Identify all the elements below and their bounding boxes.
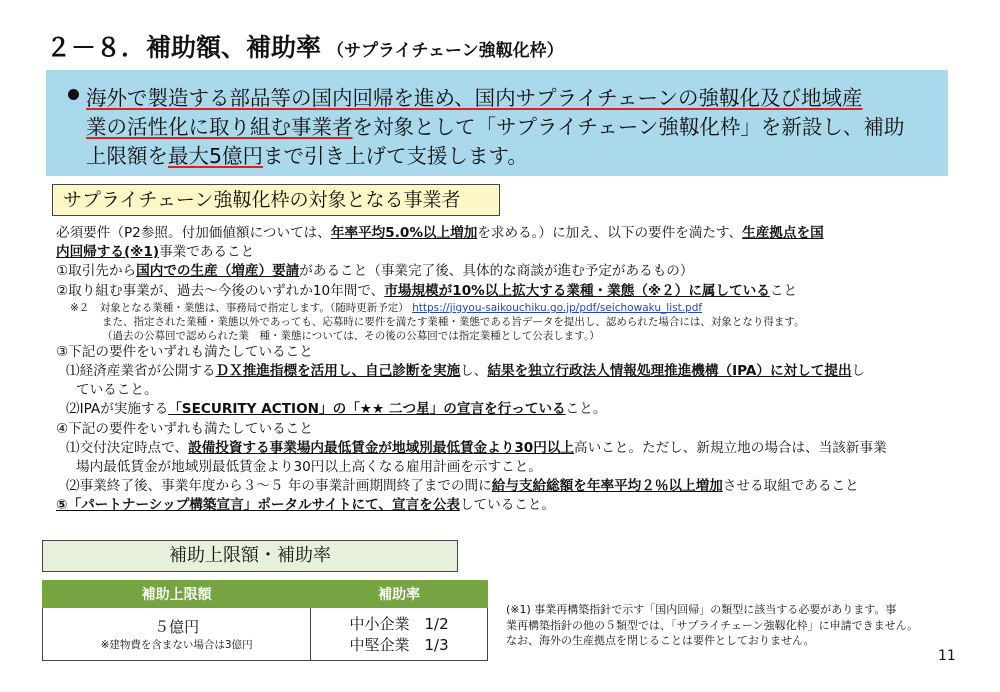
req-5 xyxy=(56,496,946,515)
footnote-line1: (※1) 事業再構築指針で示す「国内回帰」の類型に該当する必要があります。事 xyxy=(506,603,897,616)
req-emphasis: 給与支給総額を年率平均２％以上増加 xyxy=(491,478,723,495)
rate-sme: 中小企業 1/2 xyxy=(349,615,449,633)
req-text: こと。 xyxy=(565,401,607,418)
target-heading: サプライチェーン強靱化枠の対象となる事業者 xyxy=(52,184,500,216)
note-text: ※２ 対象となる業種・業態は、事務局で指定します。（随時更新予定） xyxy=(70,301,409,314)
table-header-row xyxy=(43,581,488,608)
req-intro-line2 xyxy=(56,243,946,262)
bullet-icon xyxy=(68,89,79,100)
requirements-section xyxy=(56,224,946,516)
summary-line3-underlined: 最大5億円 xyxy=(168,144,264,168)
table-row xyxy=(43,608,488,661)
summary-line1: 海外で製造する部品等の国内回帰を進め、国内サプライチェーンの強靱化及び地域産 xyxy=(86,86,863,110)
req-emphasis: 生産拠点を国 xyxy=(742,225,824,241)
req-text: があること（事業完了後、具体的な商談が進む予定があるもの） xyxy=(299,263,694,280)
limit-value: ５億円 xyxy=(154,618,200,636)
footnote xyxy=(506,602,936,649)
req-text: 高いこと。ただし、新規立地の場合は、当該新事業 xyxy=(574,439,887,456)
req-2 xyxy=(56,282,946,301)
req-1 xyxy=(56,262,946,281)
req-text: ⑵IPAが実施する xyxy=(66,401,169,418)
limit-cell xyxy=(43,608,311,661)
header-limit: 補助上限額 xyxy=(43,581,311,608)
req-emphasis: ＤＸ推進指標を活用し、自己診断を実施 xyxy=(215,363,461,380)
req-intro-line1 xyxy=(56,224,946,243)
note-2-line1 xyxy=(56,301,946,315)
req-emphasis: 市場規模が10%以上拡大する業種・業態（※２）に属している xyxy=(384,282,770,299)
req-emphasis: 「SECURITY ACTION」の「★★ 二つ星」の宣言を行っている xyxy=(168,401,566,418)
page-title-main: ２－８．補助額、補助率 xyxy=(46,33,322,62)
footnote-line2: 業再構築指針の他の５類型では、「サプライチェーン強靱化枠」に申請できません。 xyxy=(506,618,919,632)
req-4-1 xyxy=(56,439,946,458)
rate-mid: 中堅企業 1/3 xyxy=(349,636,449,654)
req-emphasis: 国内での生産（増産）要請 xyxy=(136,263,300,280)
summary-line3-b: まで引き上げて支援します。 xyxy=(263,144,528,168)
page-title xyxy=(46,28,564,64)
req-text: ②取り組む事業が、過去～今後のいずれか10年間で、 xyxy=(56,282,385,299)
req-text: させる取組であること xyxy=(722,478,859,495)
page-number: 11 xyxy=(938,648,956,664)
rate-heading: 補助上限額・補助率 xyxy=(42,540,458,572)
summary-line3-a: 上限額を xyxy=(86,144,168,168)
req-emphasis: 内回帰する(※1) xyxy=(56,244,160,261)
req-3-2 xyxy=(56,400,946,419)
req-4-2 xyxy=(56,477,946,496)
header-rate: 補助率 xyxy=(311,581,488,608)
req-text: していること。 xyxy=(459,497,556,514)
summary-line2-underlined: 業の活性化に取り組む事業者 xyxy=(86,115,353,139)
req-emphasis: 結果を独立行政法人情報処理推進機構（IPA）に対して提出 xyxy=(487,363,852,380)
req-3-1 xyxy=(56,362,946,381)
req-text: ⑴交付決定時点で、 xyxy=(66,439,189,456)
footnote-line3: なお、海外の生産拠点を閉じることは要件としておりません。 xyxy=(506,634,815,647)
req-text: し、 xyxy=(460,363,488,380)
industry-list-link[interactable]: https://jigyou-saikouchiku.go.jp/pdf/seichowaku_list.pdf xyxy=(412,301,703,314)
note-2-line2: また、指定された業種・業態以外であっても、応募時に要件を満たす業種・業態である旨データを提出し、認められた場合には、対象となり得ます。 xyxy=(102,315,805,328)
req-text: 必須要件（P2参照。付加価値額については、 xyxy=(56,225,331,241)
req-4-1-cont: 場内最低賃金が地域別最低賃金より30円以上高くなる雇用計画を示すこと。 xyxy=(76,459,542,476)
subsidy-rate-table xyxy=(42,580,488,661)
req-emphasis: 設備投資する事業場内最低賃金が地域別最低賃金より30円以上 xyxy=(188,439,575,456)
req-text: ⑵事業終了後、事業年度から３～５ 年の事業計画期間終了までの間に xyxy=(66,478,492,495)
note-2-line3: （過去の公募回で認められた業 種・業態については、その後の公募回では指定業種として公表します。） xyxy=(102,329,600,342)
req-text: を求める。）に加え、以下の要件を満たす、 xyxy=(477,225,743,241)
rate-cell xyxy=(311,608,488,661)
req-text: 事業であること xyxy=(159,244,255,261)
summary-box xyxy=(46,70,948,176)
page-title-sub: （サプライチェーン強靱化枠） xyxy=(327,41,564,61)
req-text: ⑴経済産業省が公開する xyxy=(66,363,216,380)
summary-text xyxy=(86,84,928,171)
req-3: ③下記の要件をいずれも満たしていること xyxy=(56,343,313,360)
req-text: こと xyxy=(769,282,798,299)
req-emphasis: 年率平均5.0%以上増加 xyxy=(330,225,478,241)
req-3-1-cont: ていること。 xyxy=(76,382,158,399)
req-emphasis: ⑤「パートナーシップ構築宣言」ポータルサイトにて、宣言を公表 xyxy=(56,497,460,514)
limit-note: ※建物費を含まない場合は3億円 xyxy=(100,639,253,651)
req-4: ④下記の要件をいずれも満たしていること xyxy=(56,420,313,437)
summary-line2-rest: を対象として「サプライチェーン強靱化枠」を新設し、補助 xyxy=(352,115,905,139)
req-text: ①取引先から xyxy=(56,263,137,280)
req-text: し xyxy=(851,363,866,380)
